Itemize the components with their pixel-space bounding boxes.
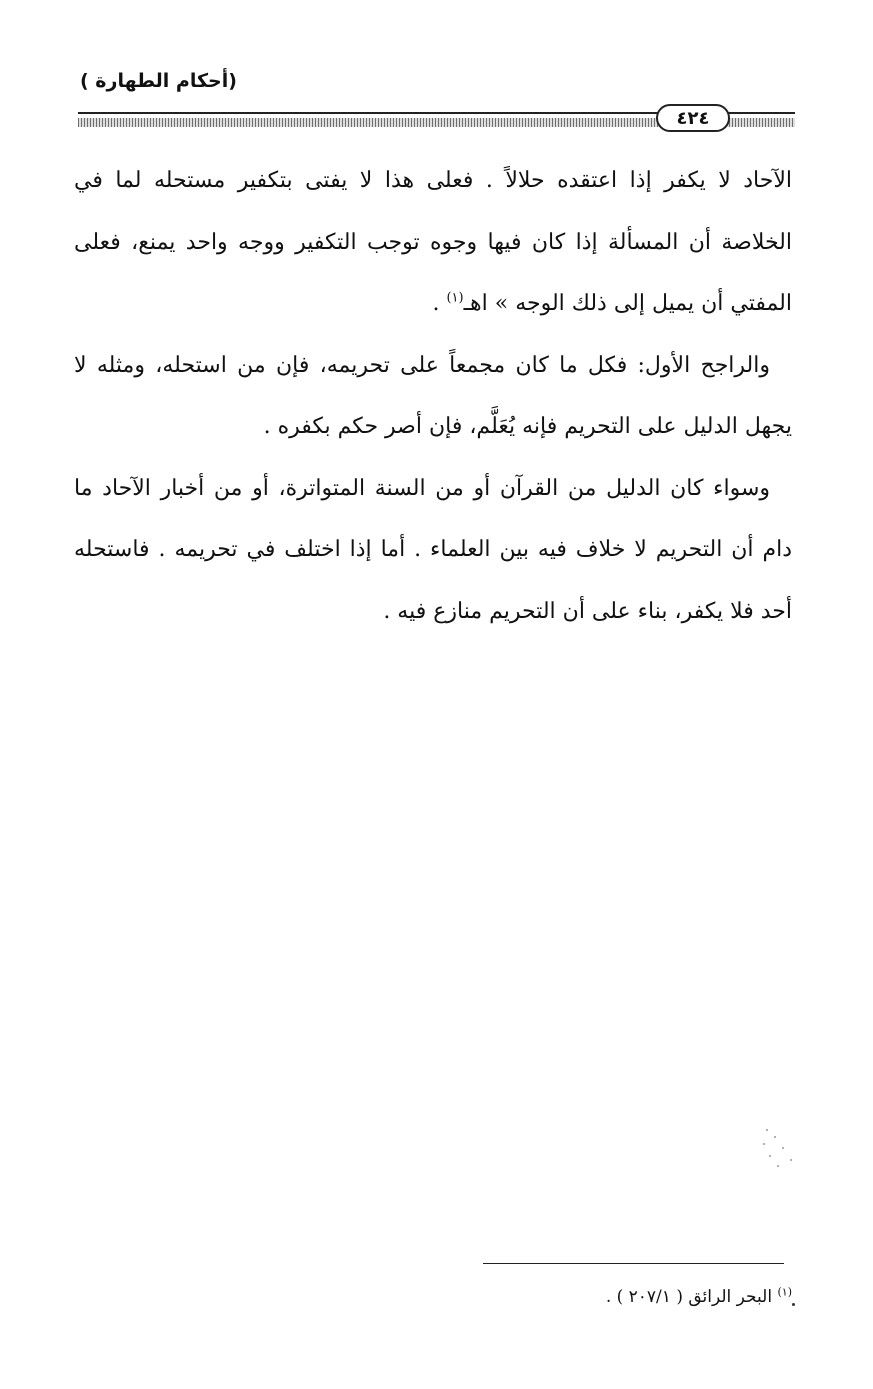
footnote-reference-marker: (١) (446, 290, 464, 306)
paragraph-1 (74, 150, 792, 335)
page-number-badge: ٤٢٤ (656, 104, 730, 132)
footnote-marker: (١) (777, 1285, 792, 1299)
running-header-title: (أحكام الطهارة ) (80, 70, 237, 92)
paragraph-1-text: الآحاد لا يكفر إذا اعتقده حلالاً . فعلى هذا لا يفتى بتكفير مستحله لما في الخلاصة أن المسألة إذا كان فيها وجوه توجب التكفير ووجه واحد يمنع، فعلى المفتي أن يميل إلى ذلك الوجه » اهـ (74, 168, 792, 316)
scan-noise (760, 1125, 805, 1170)
footnote-1 (420, 1287, 792, 1307)
paragraph-2: والراجح الأول: فكل ما كان مجمعاً على تحريمه، فإن من استحله، ومثله لا يجهل الدليل على التحريم فإنه يُعَلَّم، فإن أصر حكم بكفره . (74, 352, 792, 439)
footnote-text: البحر الرائق ( ٢٠٧/١ ) . (605, 1287, 778, 1307)
scan-speck (792, 1303, 795, 1306)
paragraph-1-tail: . (432, 291, 447, 316)
main-text-block (74, 150, 792, 642)
footnote-separator (483, 1263, 784, 1264)
paragraph-3: وسواء كان الدليل من القرآن أو من السنة المتواترة، أو من أخبار الآحاد ما دام أن التحريم لا خلاف فيه بين العلماء . أما إذا اختلف في تحريمه . فاستحله أحد فلا يكفر، بناء على أن التحريم منازع فيه . (74, 475, 792, 624)
